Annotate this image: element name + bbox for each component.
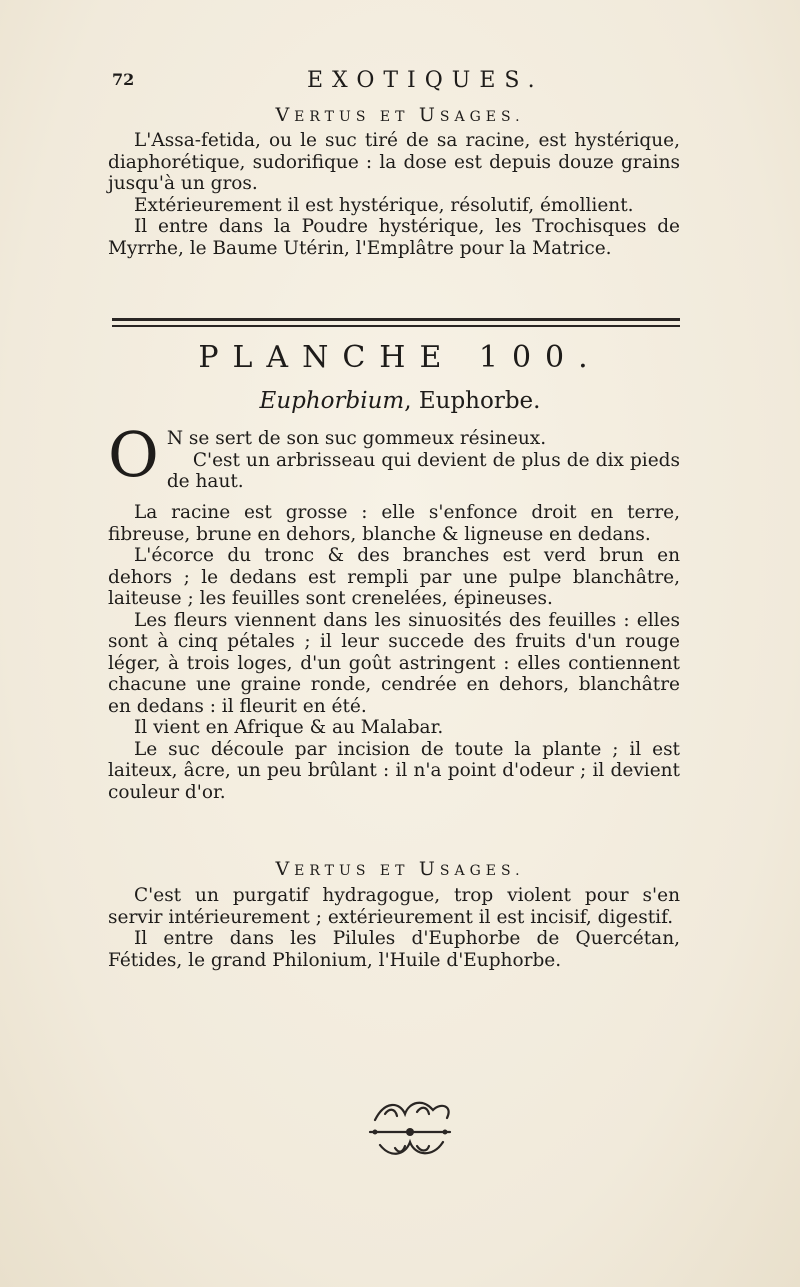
latin-name: Euphorbium — [259, 388, 405, 414]
paragraph: Extérieurement il est hystérique, résolutif, émollient. — [134, 194, 634, 216]
paragraph: N se sert de son suc gommeux résineux. — [166, 428, 547, 449]
heading-initial-u: U — [418, 104, 440, 126]
description-text — [108, 502, 680, 803]
paragraph: C'est un purgatif hydragogue, trop violent pour s'en servir intérieurement ; extérieurement il est incisif, digestif. — [108, 885, 680, 928]
heading-initial-v: V — [275, 104, 295, 126]
paragraph: Il vient en Afrique & au Malabar. — [134, 717, 444, 738]
heading-part-2: SAGES. — [439, 109, 525, 125]
heading-part-2: SAGES. — [439, 863, 525, 879]
fleuron-ornament-icon — [355, 1090, 465, 1165]
section-divider-rule — [112, 318, 680, 327]
section-heading-vertus-2 — [120, 858, 680, 880]
heading-initial-v: V — [275, 858, 295, 880]
heading-part-1: ERTUS ET — [294, 109, 419, 125]
page-header — [112, 68, 672, 98]
french-name: , Euphorbe. — [404, 388, 541, 414]
heading-part-1: ERTUS ET — [294, 863, 419, 879]
heading-initial-u: U — [418, 858, 440, 880]
section1-text — [108, 130, 680, 259]
running-title: EXOTIQUES. — [307, 68, 544, 93]
plate-subtitle — [120, 388, 680, 414]
paragraph: Les fleurs viennent dans les sinuosités des feuilles : elles sont à cinq pétales ; il leur succede des fruits d'un rouge léger, à trois loges, d'un goût astringent : elles contiennent chacune une graine ronde, cendrée en dehors, blanchâtre en dedans : il fleurit en été. — [108, 609, 680, 717]
paragraph: Il entre dans la Poudre hystérique, les Trochisques de Myrrhe, le Baume Utérin, l'Emplâtre pour la Matrice. — [108, 216, 680, 259]
drop-cap: O — [108, 418, 159, 491]
paragraph: Le suc découle par incision de toute la plante ; il est laiteux, âcre, un peu brûlant : il n'a point d'odeur ; il devient couleur d'or. — [108, 738, 680, 803]
paragraph: C'est un arbrisseau qui devient de plus de dix pieds de haut. — [166, 449, 680, 492]
paragraph: L'écorce du tronc & des branches est verd brun en dehors ; le dedans est rempli par une pulpe blanchâtre, laiteuse ; les feuilles sont crenelées, épineuses. — [108, 545, 680, 609]
plate-title: PLANCHE 100. — [198, 340, 602, 375]
section-heading-vertus-1 — [120, 104, 680, 126]
section2-text — [108, 885, 680, 971]
page-number: 72 — [112, 70, 135, 89]
paragraph: L'Assa-fetida, ou le suc tiré de sa racine, est hystérique, diaphorétique, sudorifique : la dose est depuis douze grains jusqu'à un gros. — [108, 130, 680, 194]
intro-text — [108, 418, 680, 493]
paragraph: La racine est grosse : elle s'enfonce droit en terre, fibreuse, brune en dehors, blanche & ligneuse en dedans. — [108, 502, 680, 545]
paragraph: Il entre dans les Pilules d'Euphorbe de Quercétan, Fétides, le grand Philonium, l'Huile d'Euphorbe. — [108, 928, 680, 971]
